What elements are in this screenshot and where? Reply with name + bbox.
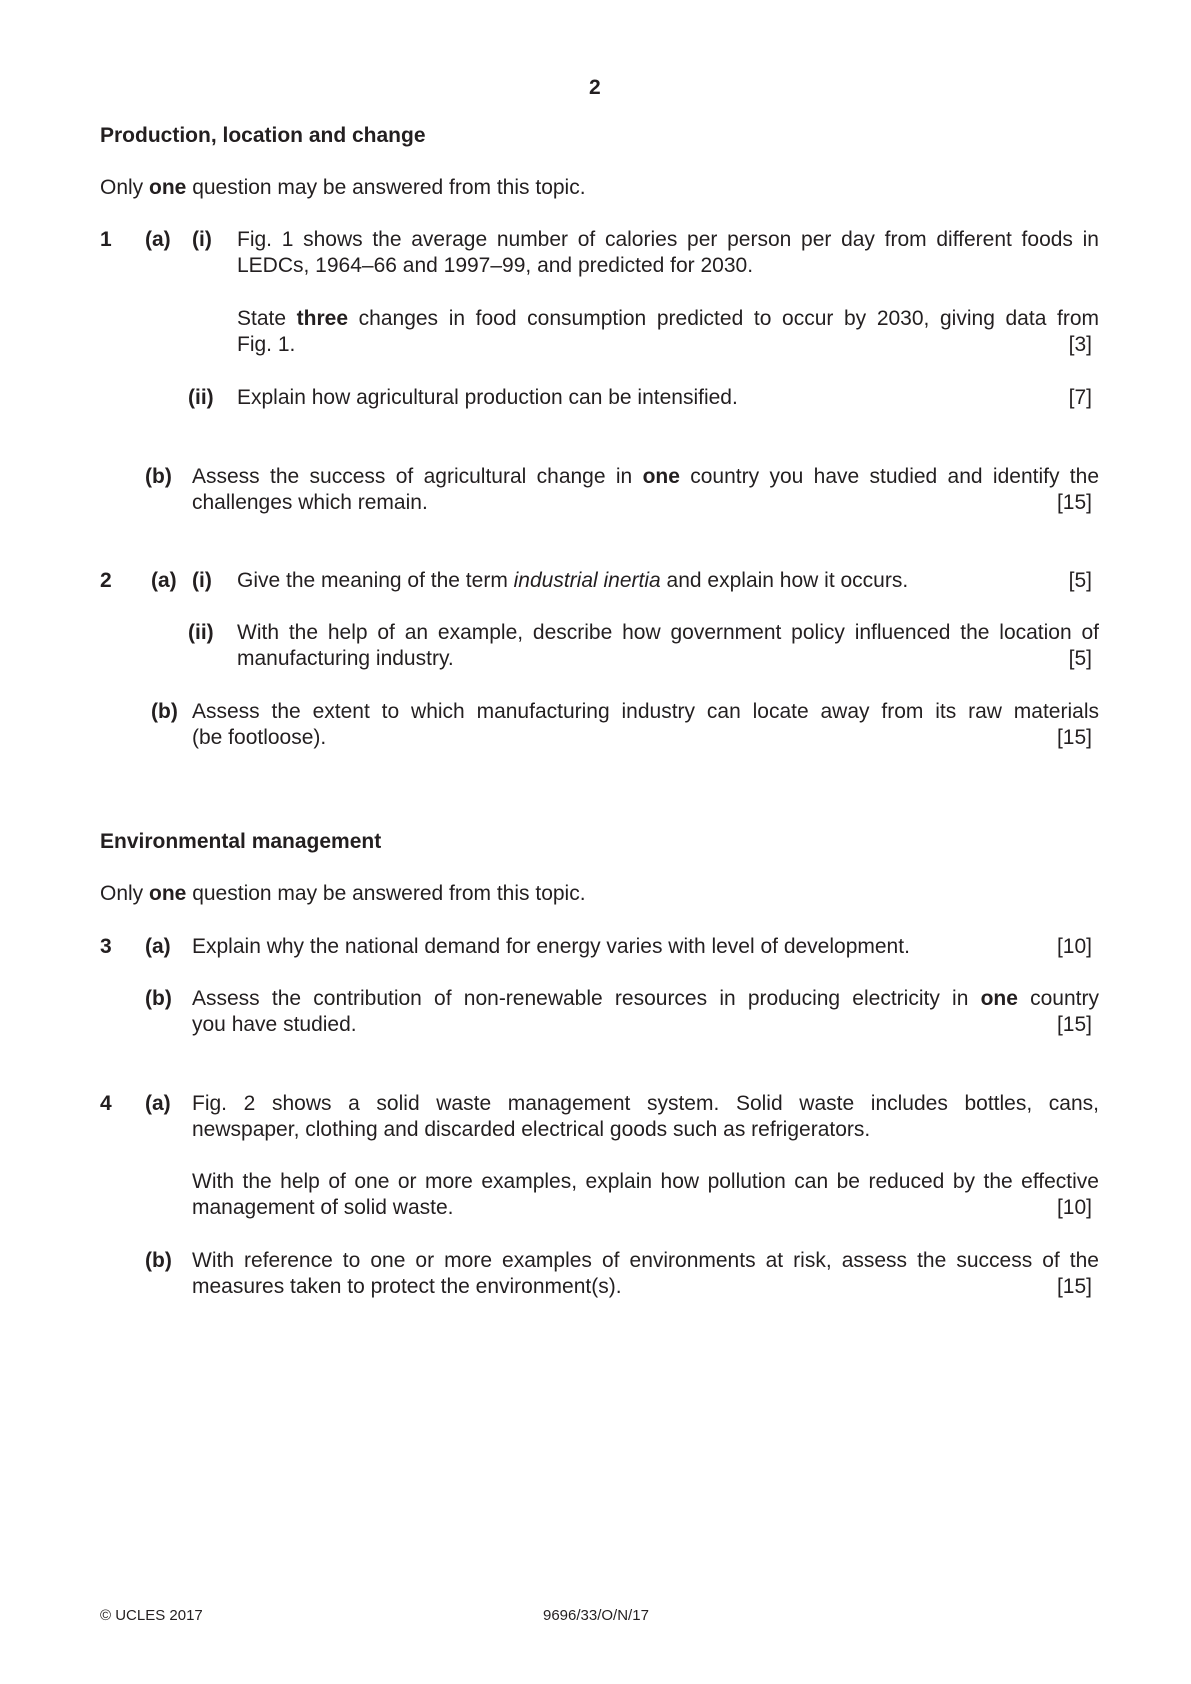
q4-a-mark: [10] (1056, 1196, 1092, 1219)
q1-a-ii-text: Explain how agricultural production can be intensified. (237, 386, 738, 409)
text-line: With the help of an example, describe how government policy influenced the location of (237, 621, 1099, 644)
text-line (192, 464, 1099, 490)
q1-part-b-label: (b) (145, 465, 172, 488)
text-line: Fig. 2 shows a solid waste management system. Solid waste includes bottles, cans, (192, 1092, 1099, 1115)
q1-a-i-text (237, 227, 1099, 279)
q4-a-text (192, 1091, 1099, 1143)
text-line: With the help of one or more examples, explain how pollution can be reduced by the effective (192, 1170, 1099, 1193)
q1-part-a-label: (a) (145, 228, 171, 251)
text-bold: one (980, 987, 1018, 1010)
text-line: Assess the extent to which manufacturing industry can locate away from its raw materials (192, 700, 1099, 723)
text-bold: one (642, 465, 680, 488)
text-line: Fig. 1. (237, 333, 296, 356)
question-number-1: 1 (100, 228, 112, 251)
q4-part-a-label: (a) (145, 1092, 171, 1115)
instruction-bold: one (149, 176, 187, 199)
q3-b-mark: [15] (1056, 1013, 1092, 1036)
q2-part-b-label: (b) (151, 700, 178, 723)
text-line (192, 986, 1099, 1012)
question-number-3: 3 (100, 935, 112, 958)
text-span: country you have studied and identify the (679, 465, 1100, 488)
text-line: Fig. 1 shows the average number of calories per person per day from different foods in (237, 228, 1099, 251)
text-line: (be footloose). (192, 726, 327, 749)
text-line: LEDCs, 1964–66 and 1997–99, and predicted for 2030. (237, 254, 754, 277)
q1-a-ii-label: (ii) (188, 386, 214, 409)
text-span: country (1017, 987, 1099, 1010)
text-line: challenges which remain. (192, 491, 428, 514)
text-span: Assess the contribution of non-renewable resources in producing electricity in (192, 987, 981, 1010)
section-heading-production: Production, location and change (100, 124, 426, 147)
instruction-text: question may be answered from this topic. (186, 882, 586, 905)
text-bold: three (296, 307, 349, 330)
q2-part-a-label: (a) (151, 569, 177, 592)
instruction-text: Only (100, 882, 150, 905)
section-heading-environmental: Environmental management (100, 830, 382, 853)
q2-a-ii-label: (ii) (188, 621, 214, 644)
section-instruction-environmental (100, 881, 586, 907)
q4-b-mark: [15] (1056, 1275, 1092, 1298)
text-line: With reference to one or more examples of environments at risk, assess the success of the (192, 1249, 1099, 1272)
instruction-bold: one (149, 882, 187, 905)
footer-copyright: © UCLES 2017 (100, 1607, 203, 1624)
text-span: Assess the success of agricultural change in (192, 465, 643, 488)
q1-a-ii-mark: [7] (1068, 386, 1092, 409)
q1-a-i-label: (i) (192, 228, 212, 251)
q3-a-text: Explain why the national demand for energy varies with level of development. (192, 935, 910, 958)
text-line: newspaper, clothing and discarded electrical goods such as refrigerators. (192, 1118, 871, 1141)
footer-code: 9696/33/O/N/17 (543, 1607, 649, 1624)
q3-a-mark: [10] (1056, 935, 1092, 958)
text-span: State (237, 307, 297, 330)
q2-a-i-mark: [5] (1068, 569, 1092, 592)
q1-a-i-mark: [3] (1068, 333, 1092, 356)
q2-b-mark: [15] (1056, 726, 1092, 749)
text-italic: industrial inertia (513, 569, 661, 592)
text-line (237, 306, 1099, 332)
instruction-text: Only (100, 176, 150, 199)
text-span: and explain how it occurs. (660, 569, 909, 592)
text-line: measures taken to protect the environment(s). (192, 1275, 622, 1298)
question-number-4: 4 (100, 1092, 112, 1115)
text-span: Give the meaning of the term (237, 569, 514, 592)
q2-a-ii-mark: [5] (1068, 647, 1092, 670)
text-line: management of solid waste. (192, 1196, 454, 1219)
text-line: manufacturing industry. (237, 647, 454, 670)
q2-a-i-label: (i) (192, 569, 212, 592)
q3-part-b-label: (b) (145, 987, 172, 1010)
text-line: you have studied. (192, 1013, 357, 1036)
q4-part-b-label: (b) (145, 1249, 172, 1272)
q3-part-a-label: (a) (145, 935, 171, 958)
q1-b-mark: [15] (1056, 491, 1092, 514)
question-number-2: 2 (100, 569, 112, 592)
page-number: 2 (589, 76, 601, 99)
section-instruction-production (100, 175, 586, 201)
text-span: changes in food consumption predicted to occur by 2030, giving data from (348, 307, 1099, 330)
instruction-text: question may be answered from this topic. (186, 176, 586, 199)
